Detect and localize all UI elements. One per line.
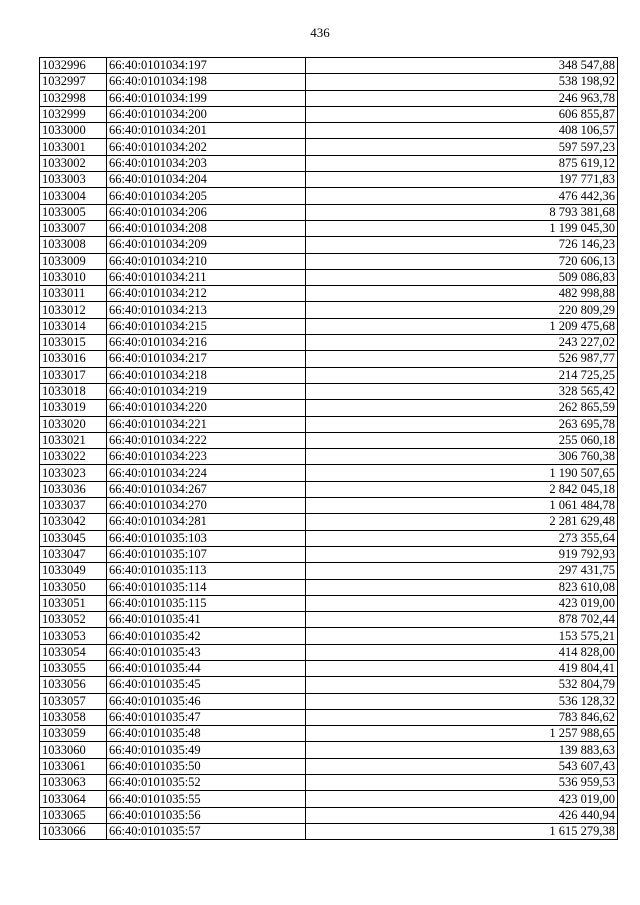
value-cell: 419 804,41: [306, 660, 618, 676]
table-row: [40, 595, 618, 611]
cadastral-number-cell: 66:40:0101034:223: [107, 449, 306, 465]
table-row: [40, 74, 618, 90]
table-row: [40, 220, 618, 236]
registry-table: [39, 57, 618, 840]
cadastral-number-cell: 66:40:0101034:200: [107, 106, 306, 122]
table-row: [40, 775, 618, 791]
object-id-cell: 1033005: [40, 204, 107, 220]
value-cell: 875 619,12: [306, 155, 618, 171]
object-id-cell: 1033066: [40, 823, 107, 839]
value-cell: 532 804,79: [306, 677, 618, 693]
value-cell: 153 575,21: [306, 628, 618, 644]
object-id-cell: 1032997: [40, 74, 107, 90]
value-cell: 783 846,62: [306, 709, 618, 725]
table-row: [40, 726, 618, 742]
value-cell: 2 842 045,18: [306, 481, 618, 497]
cadastral-number-cell: 66:40:0101035:46: [107, 693, 306, 709]
table-row: [40, 807, 618, 823]
value-cell: 306 760,38: [306, 449, 618, 465]
table-row: [40, 465, 618, 481]
cadastral-number-cell: 66:40:0101035:55: [107, 791, 306, 807]
cadastral-number-cell: 66:40:0101034:215: [107, 318, 306, 334]
value-cell: 328 565,42: [306, 383, 618, 399]
cadastral-number-cell: 66:40:0101035:114: [107, 579, 306, 595]
cadastral-number-cell: 66:40:0101034:216: [107, 335, 306, 351]
table-row: [40, 172, 618, 188]
table-row: [40, 269, 618, 285]
table-row: [40, 302, 618, 318]
object-id-cell: 1033007: [40, 220, 107, 236]
object-id-cell: 1033052: [40, 612, 107, 628]
object-id-cell: 1033023: [40, 465, 107, 481]
cadastral-number-cell: 66:40:0101035:45: [107, 677, 306, 693]
object-id-cell: 1033047: [40, 546, 107, 562]
value-cell: 263 695,78: [306, 416, 618, 432]
value-cell: 536 128,32: [306, 693, 618, 709]
table-row: [40, 530, 618, 546]
cadastral-number-cell: 66:40:0101034:267: [107, 481, 306, 497]
value-cell: 348 547,88: [306, 58, 618, 74]
cadastral-number-cell: 66:40:0101034:221: [107, 416, 306, 432]
table-row: [40, 628, 618, 644]
table-row: [40, 612, 618, 628]
cadastral-number-cell: 66:40:0101035:115: [107, 595, 306, 611]
object-id-cell: 1032998: [40, 90, 107, 106]
cadastral-number-cell: 66:40:0101034:210: [107, 253, 306, 269]
object-id-cell: 1033037: [40, 498, 107, 514]
value-cell: 408 106,57: [306, 123, 618, 139]
value-cell: 1 061 484,78: [306, 498, 618, 514]
table-row: [40, 204, 618, 220]
cadastral-number-cell: 66:40:0101035:44: [107, 660, 306, 676]
cadastral-number-cell: 66:40:0101034:270: [107, 498, 306, 514]
cadastral-number-cell: 66:40:0101035:47: [107, 709, 306, 725]
object-id-cell: 1033019: [40, 400, 107, 416]
object-id-cell: 1033010: [40, 269, 107, 285]
value-cell: 1 199 045,30: [306, 220, 618, 236]
object-id-cell: 1033065: [40, 807, 107, 823]
value-cell: 1 190 507,65: [306, 465, 618, 481]
cadastral-number-cell: 66:40:0101035:57: [107, 823, 306, 839]
value-cell: 426 440,94: [306, 807, 618, 823]
table-row: [40, 709, 618, 725]
object-id-cell: 1033016: [40, 351, 107, 367]
value-cell: 297 431,75: [306, 563, 618, 579]
cadastral-number-cell: 66:40:0101034:205: [107, 188, 306, 204]
cadastral-number-cell: 66:40:0101034:203: [107, 155, 306, 171]
table-row: [40, 367, 618, 383]
table-row: [40, 481, 618, 497]
cadastral-number-cell: 66:40:0101034:217: [107, 351, 306, 367]
object-id-cell: 1033004: [40, 188, 107, 204]
table-row: [40, 791, 618, 807]
value-cell: 414 828,00: [306, 644, 618, 660]
object-id-cell: 1033009: [40, 253, 107, 269]
table-row: [40, 416, 618, 432]
table-row: [40, 677, 618, 693]
value-cell: 509 086,83: [306, 269, 618, 285]
object-id-cell: 1033063: [40, 775, 107, 791]
object-id-cell: 1033056: [40, 677, 107, 693]
cadastral-number-cell: 66:40:0101034:213: [107, 302, 306, 318]
value-cell: 878 702,44: [306, 612, 618, 628]
object-id-cell: 1033053: [40, 628, 107, 644]
cadastral-number-cell: 66:40:0101034:224: [107, 465, 306, 481]
table-row: [40, 644, 618, 660]
object-id-cell: 1033000: [40, 123, 107, 139]
table-row: [40, 432, 618, 448]
table-row: [40, 758, 618, 774]
table-row: [40, 660, 618, 676]
table-row: [40, 123, 618, 139]
cadastral-number-cell: 66:40:0101034:211: [107, 269, 306, 285]
value-cell: 482 998,88: [306, 286, 618, 302]
table-row: [40, 546, 618, 562]
table-row: [40, 318, 618, 334]
cadastral-number-cell: 66:40:0101034:281: [107, 514, 306, 530]
table-row: [40, 188, 618, 204]
cadastral-number-cell: 66:40:0101034:219: [107, 383, 306, 399]
object-id-cell: 1033055: [40, 660, 107, 676]
object-id-cell: 1033008: [40, 237, 107, 253]
table-row: [40, 514, 618, 530]
cadastral-number-cell: 66:40:0101035:50: [107, 758, 306, 774]
table-row: [40, 742, 618, 758]
object-id-cell: 1033012: [40, 302, 107, 318]
table-row: [40, 155, 618, 171]
cadastral-number-cell: 66:40:0101034:198: [107, 74, 306, 90]
value-cell: 538 198,92: [306, 74, 618, 90]
object-id-cell: 1033064: [40, 791, 107, 807]
table-row: [40, 335, 618, 351]
value-cell: 220 809,29: [306, 302, 618, 318]
object-id-cell: 1033003: [40, 172, 107, 188]
object-id-cell: 1033015: [40, 335, 107, 351]
cadastral-number-cell: 66:40:0101034:212: [107, 286, 306, 302]
cadastral-number-cell: 66:40:0101034:218: [107, 367, 306, 383]
value-cell: 2 281 629,48: [306, 514, 618, 530]
value-cell: 197 771,83: [306, 172, 618, 188]
object-id-cell: 1033014: [40, 318, 107, 334]
cadastral-number-cell: 66:40:0101034:220: [107, 400, 306, 416]
value-cell: 536 959,53: [306, 775, 618, 791]
table-row: [40, 383, 618, 399]
cadastral-number-cell: 66:40:0101034:208: [107, 220, 306, 236]
value-cell: 1 257 988,65: [306, 726, 618, 742]
cadastral-number-cell: 66:40:0101034:201: [107, 123, 306, 139]
object-id-cell: 1033011: [40, 286, 107, 302]
cadastral-number-cell: 66:40:0101035:41: [107, 612, 306, 628]
object-id-cell: 1033036: [40, 481, 107, 497]
value-cell: 273 355,64: [306, 530, 618, 546]
object-id-cell: 1033017: [40, 367, 107, 383]
object-id-cell: 1033049: [40, 563, 107, 579]
cadastral-number-cell: 66:40:0101035:103: [107, 530, 306, 546]
cadastral-number-cell: 66:40:0101035:56: [107, 807, 306, 823]
value-cell: 423 019,00: [306, 595, 618, 611]
page-number: 436: [310, 25, 330, 40]
table-row: [40, 823, 618, 839]
value-cell: 139 883,63: [306, 742, 618, 758]
value-cell: 606 855,87: [306, 106, 618, 122]
cadastral-number-cell: 66:40:0101034:209: [107, 237, 306, 253]
object-id-cell: 1033001: [40, 139, 107, 155]
object-id-cell: 1033018: [40, 383, 107, 399]
cadastral-number-cell: 66:40:0101034:204: [107, 172, 306, 188]
value-cell: 526 987,77: [306, 351, 618, 367]
object-id-cell: 1033058: [40, 709, 107, 725]
cadastral-number-cell: 66:40:0101035:107: [107, 546, 306, 562]
value-cell: 423 019,00: [306, 791, 618, 807]
value-cell: 1 209 475,68: [306, 318, 618, 334]
table-row: [40, 58, 618, 74]
value-cell: 597 597,23: [306, 139, 618, 155]
value-cell: 246 963,78: [306, 90, 618, 106]
table-row: [40, 139, 618, 155]
table-row: [40, 400, 618, 416]
object-id-cell: 1033057: [40, 693, 107, 709]
object-id-cell: 1033054: [40, 644, 107, 660]
table-row: [40, 286, 618, 302]
object-id-cell: 1033050: [40, 579, 107, 595]
object-id-cell: 1033021: [40, 432, 107, 448]
cadastral-number-cell: 66:40:0101035:113: [107, 563, 306, 579]
table-row: [40, 693, 618, 709]
table-row: [40, 498, 618, 514]
table-row: [40, 90, 618, 106]
table-row: [40, 563, 618, 579]
value-cell: 919 792,93: [306, 546, 618, 562]
object-id-cell: 1032996: [40, 58, 107, 74]
table-row: [40, 237, 618, 253]
value-cell: 243 227,02: [306, 335, 618, 351]
value-cell: 543 607,43: [306, 758, 618, 774]
cadastral-number-cell: 66:40:0101034:206: [107, 204, 306, 220]
table-row: [40, 106, 618, 122]
cadastral-number-cell: 66:40:0101034:202: [107, 139, 306, 155]
object-id-cell: 1033002: [40, 155, 107, 171]
cadastral-number-cell: 66:40:0101035:48: [107, 726, 306, 742]
cadastral-number-cell: 66:40:0101034:222: [107, 432, 306, 448]
object-id-cell: 1033059: [40, 726, 107, 742]
object-id-cell: 1033061: [40, 758, 107, 774]
cadastral-number-cell: 66:40:0101035:42: [107, 628, 306, 644]
registry-table-body: [40, 58, 618, 840]
value-cell: 823 610,08: [306, 579, 618, 595]
value-cell: 476 442,36: [306, 188, 618, 204]
object-id-cell: 1033042: [40, 514, 107, 530]
value-cell: 255 060,18: [306, 432, 618, 448]
table-row: [40, 253, 618, 269]
object-id-cell: 1033060: [40, 742, 107, 758]
object-id-cell: 1033045: [40, 530, 107, 546]
cadastral-number-cell: 66:40:0101034:197: [107, 58, 306, 74]
table-row: [40, 449, 618, 465]
object-id-cell: 1033051: [40, 595, 107, 611]
value-cell: 8 793 381,68: [306, 204, 618, 220]
value-cell: 214 725,25: [306, 367, 618, 383]
value-cell: 262 865,59: [306, 400, 618, 416]
cadastral-number-cell: 66:40:0101035:43: [107, 644, 306, 660]
cadastral-number-cell: 66:40:0101035:49: [107, 742, 306, 758]
cadastral-number-cell: 66:40:0101035:52: [107, 775, 306, 791]
object-id-cell: 1032999: [40, 106, 107, 122]
cadastral-number-cell: 66:40:0101034:199: [107, 90, 306, 106]
object-id-cell: 1033020: [40, 416, 107, 432]
table-row: [40, 579, 618, 595]
value-cell: 726 146,23: [306, 237, 618, 253]
object-id-cell: 1033022: [40, 449, 107, 465]
value-cell: 720 606,13: [306, 253, 618, 269]
value-cell: 1 615 279,38: [306, 823, 618, 839]
table-row: [40, 351, 618, 367]
